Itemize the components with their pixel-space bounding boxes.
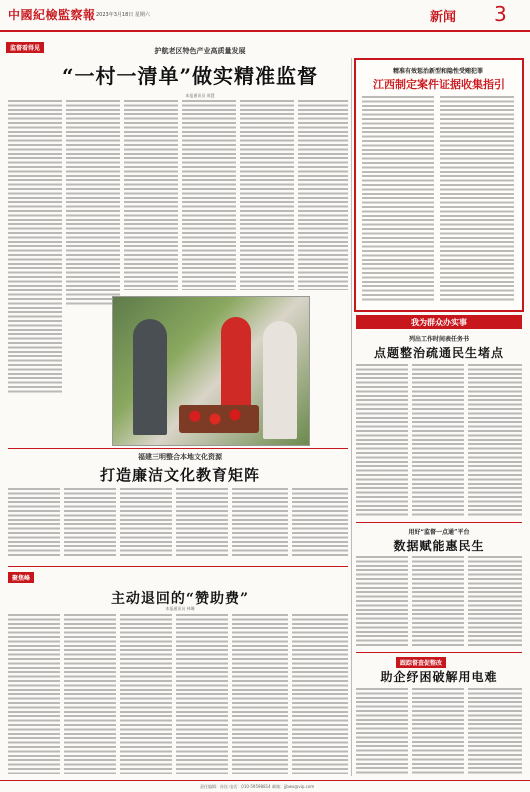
editor-info: 责任编辑：孙钰 电话：010-59598814 邮箱：jjbwx@vip.com (200, 784, 315, 789)
culture-body-column (64, 488, 116, 558)
lead-body-column (8, 100, 62, 394)
lead-subhead: 护航老区特色产业高质量发展 (154, 46, 246, 55)
digital-subhead: 用好“监督一点通”平台 (408, 529, 470, 536)
lead-body-column (240, 100, 294, 290)
digital-body-column (356, 556, 408, 646)
photo-person-man (133, 319, 167, 435)
section-divider (356, 522, 522, 523)
culture-body-column (120, 488, 172, 558)
news-photo (112, 296, 310, 446)
lead-kicker: 监督看得见 (6, 42, 44, 53)
column-rule (351, 58, 352, 776)
follow-up-body-column (412, 688, 464, 776)
section-divider (8, 448, 348, 449)
sidebar-subhead: 精准有效惩治新型和隐性受贿犯罪 (392, 68, 483, 75)
sidebar-body-column (440, 96, 514, 302)
focus-headline: 主动退回的“赞助费” (110, 591, 250, 607)
lead-body-column (124, 100, 178, 290)
section-name: 新闻 (430, 10, 457, 25)
focus-kicker: 聚焦峰 (8, 572, 34, 583)
page-number: 3 (494, 2, 507, 26)
lead-body-column (298, 100, 348, 290)
digital-headline: 数据赋能惠民生 (393, 539, 485, 553)
culture-body-column (292, 488, 348, 558)
follow-up-body-column (468, 688, 522, 776)
culture-headline: 打造廉洁文化教育矩阵 (99, 466, 260, 484)
focus-byline: 本报通讯员 林琳 (165, 606, 195, 611)
culture-subhead: 福建三明整合本地文化资源 (138, 452, 222, 461)
focus-body-column (120, 614, 172, 774)
people-body-column (468, 364, 522, 516)
photo-tomato-crate (179, 405, 259, 433)
digital-body-column (468, 556, 522, 646)
people-headline: 点题整治疏通民生堵点 (373, 346, 504, 360)
focus-body-column (64, 614, 116, 774)
lead-body-column (66, 100, 120, 306)
people-body-column (356, 364, 408, 516)
lead-byline: 本报通讯员 周慧 (185, 93, 215, 98)
lead-headline: “一村一清单”做实精准监督 (61, 64, 318, 88)
culture-body-column (8, 488, 60, 558)
people-body-column (412, 364, 464, 516)
photo-person-woman-white (263, 321, 297, 439)
focus-body-column (232, 614, 288, 774)
culture-body-column (232, 488, 288, 558)
culture-body-column (176, 488, 228, 558)
follow-up-kicker: 跟踪督查促整改 (396, 657, 446, 668)
people-subhead: 列出工作时间表任务书 (408, 336, 469, 343)
sidebar-headline: 江西制定案件证据收集指引 (373, 78, 505, 91)
focus-body-column (8, 614, 60, 774)
issue-date: 2023年3月18日 星期六 (96, 12, 150, 18)
focus-body-column (176, 614, 228, 774)
lead-body-column (182, 100, 236, 290)
digital-body-column (412, 556, 464, 646)
sidebar-body-column (362, 96, 434, 302)
section-divider (356, 652, 522, 653)
follow-up-headline: 助企纾困破解用电难 (380, 670, 498, 684)
section-divider (8, 566, 348, 567)
sidebar-box (354, 58, 524, 312)
follow-up-body-column (356, 688, 408, 776)
page-footer (0, 780, 530, 792)
for-the-people-banner: 我为群众办实事 (356, 315, 522, 329)
newspaper-logo: 中國紀檢監察報 (8, 8, 96, 22)
masthead (0, 0, 530, 32)
focus-body-column (292, 614, 348, 774)
photo-caption (66, 314, 108, 398)
